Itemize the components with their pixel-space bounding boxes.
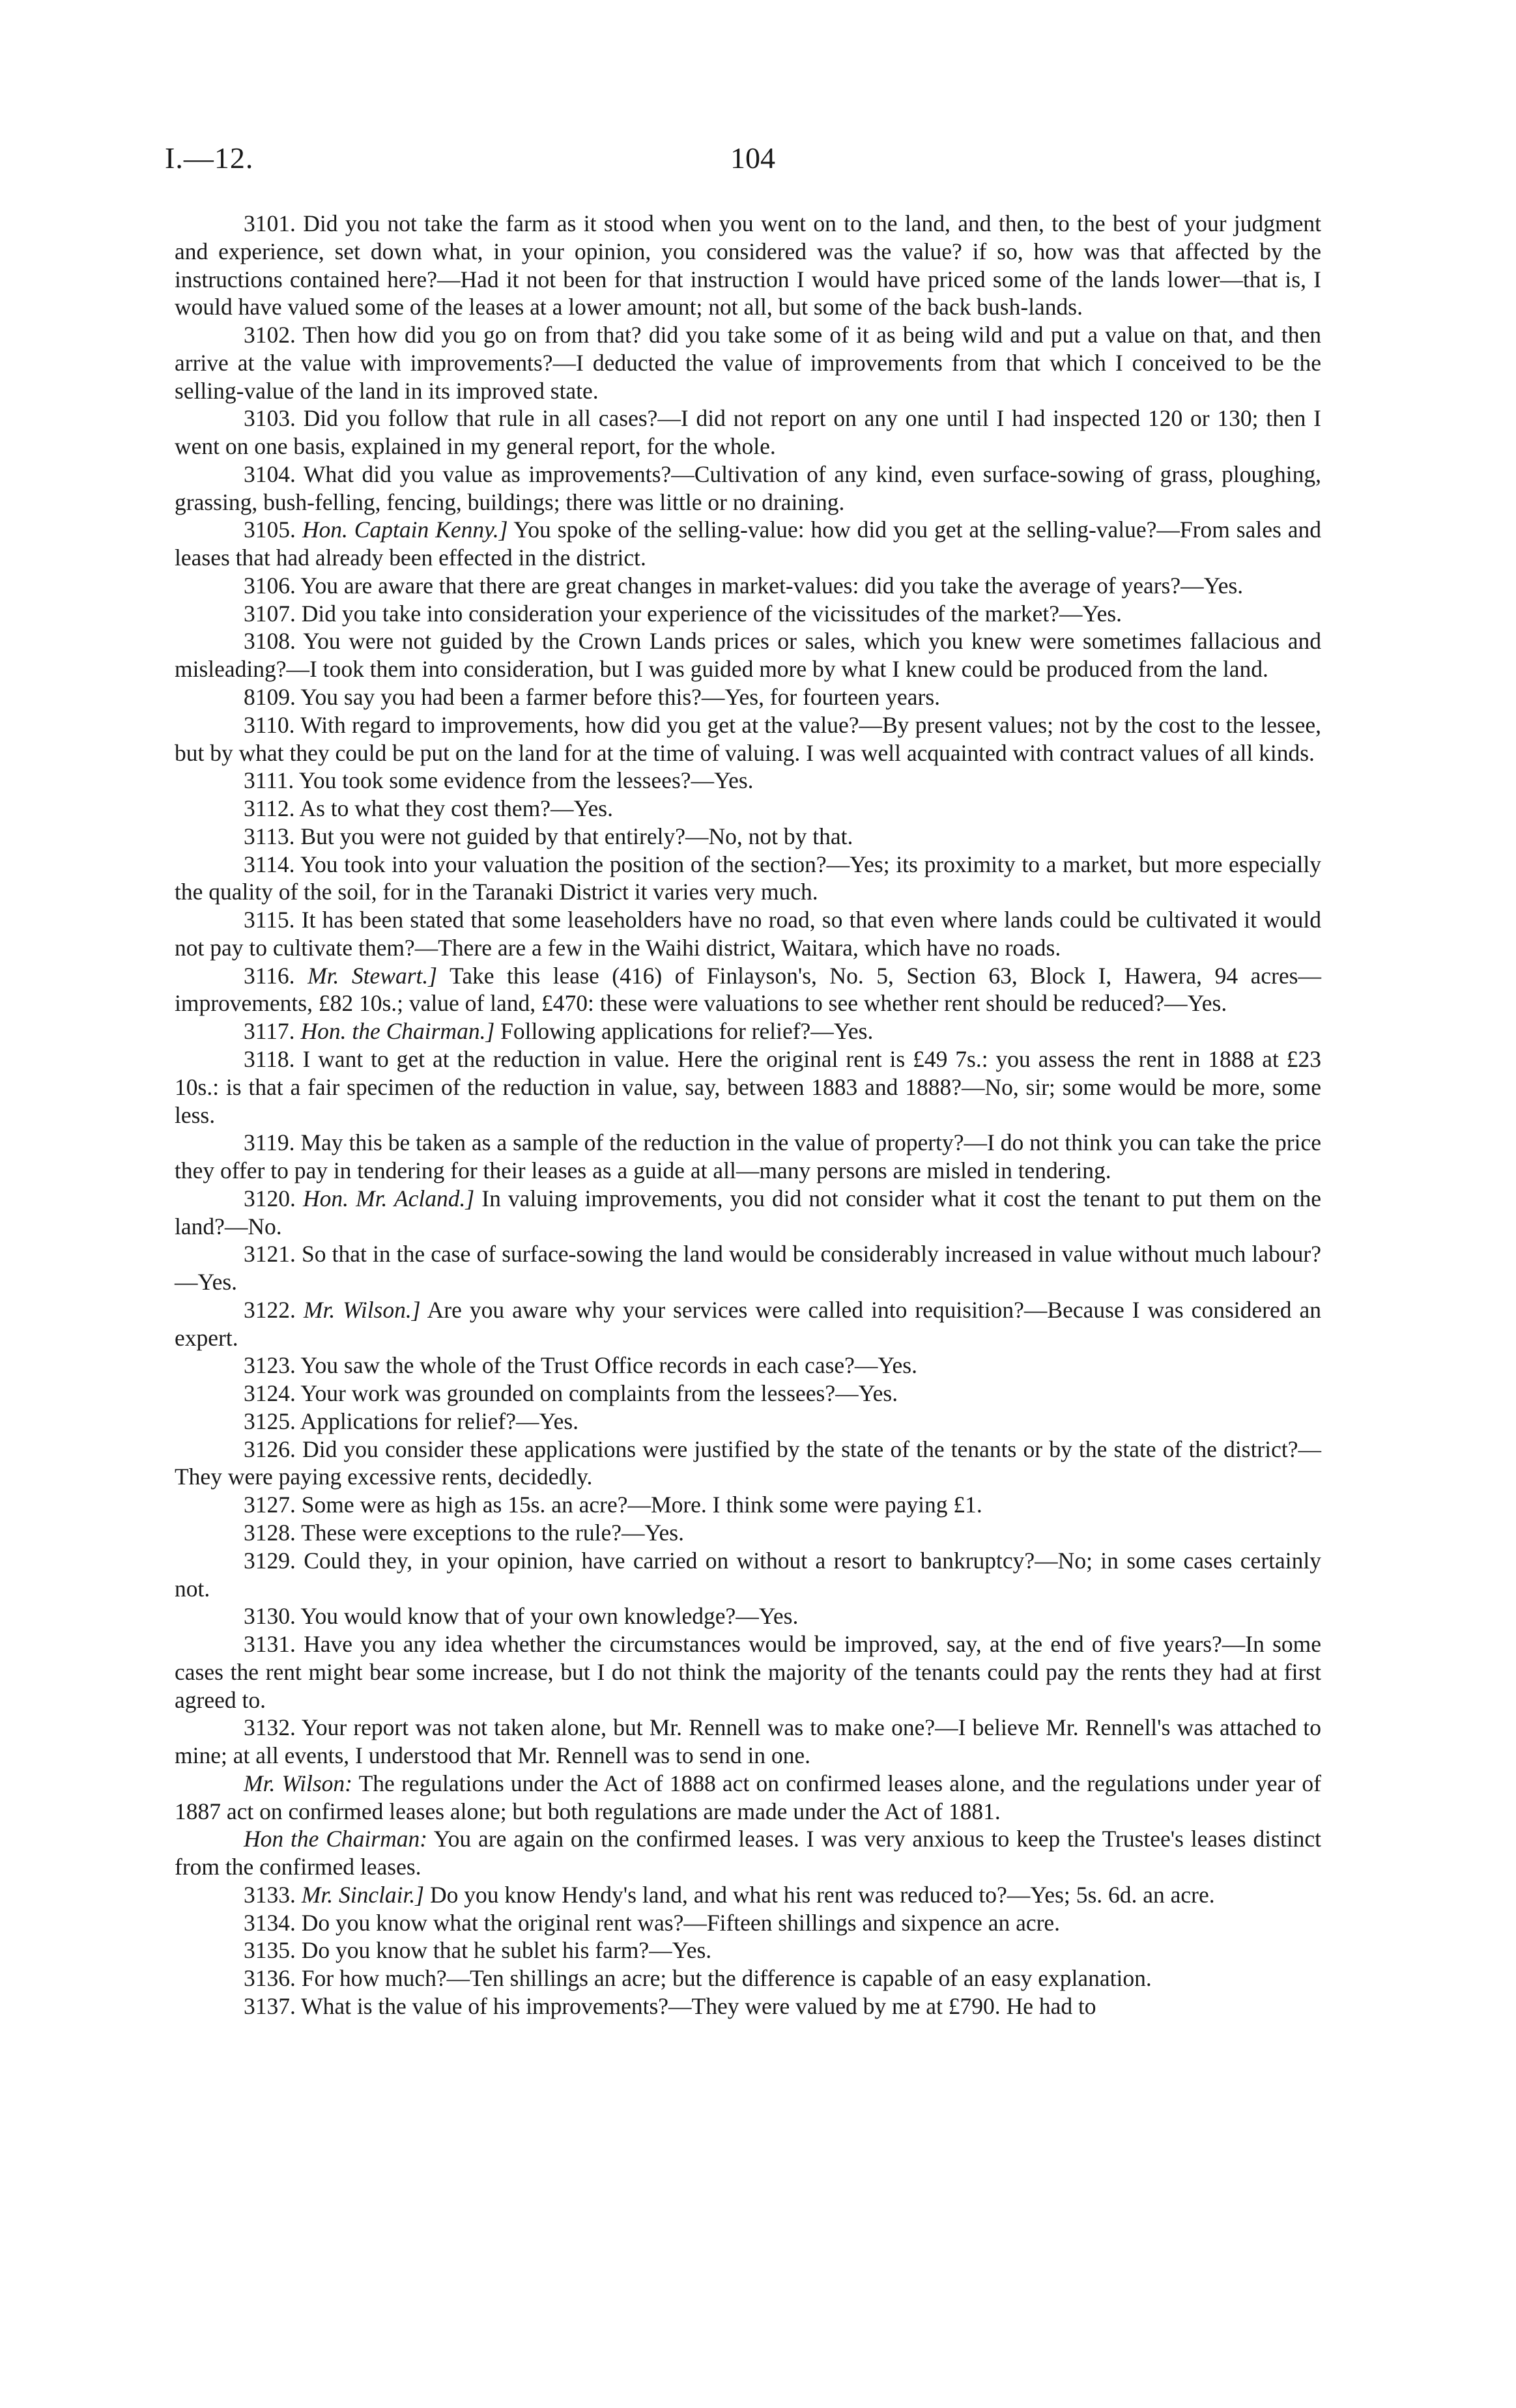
paragraph-text: 3128. These were exceptions to the rule?—Yes. [244,1519,684,1546]
paragraph-text: 3110. With regard to improvements, how did you get at the value?—By present values; not by the cost to the lessee, but by what they could be put on the land for at the time of valuing. I was well acquainted with contract values of all kinds. [175,711,1321,766]
paragraph-text: 3136. For how much?—Ten shillings an acre; but the difference is capable of an easy explanation. [244,1965,1152,1992]
question-paragraph [175,572,1321,600]
question-number: 3105. [244,517,296,543]
speaker-name: Mr. Sinclair.] [301,1881,425,1908]
paragraph-text: You are again on the confirmed leases. I was very anxious to keep the Trustee's leases distinct from the confirmed leases. [175,1826,1321,1880]
question-paragraph [175,321,1321,404]
question-number: 3117. [244,1018,295,1045]
page-header [165,141,1321,186]
paragraph-text: 3134. Do you know what the original rent was?—Fifteen shillings and sixpence an acre. [244,1909,1061,1936]
question-paragraph [175,1519,1321,1547]
question-paragraph [175,711,1321,767]
page-number: 104 [730,141,775,175]
paragraph-text: 3135. Do you know that he sublet his farm?—Yes. [244,1937,712,1964]
question-paragraph [175,1185,1321,1241]
question-number: 3122. [244,1296,296,1323]
question-paragraph [175,1045,1321,1129]
question-paragraph [175,210,1321,321]
speaker-name: Hon. the Chairman.] [300,1018,495,1045]
question-paragraph [175,1770,1321,1826]
paragraph-text: You spoke of the selling-value: how did you get at the selling-value?—From sales and leases that had already been effected in the district. [175,517,1322,571]
paragraph-text: 3108. You were not guided by the Crown Lands prices or sales, which you knew were sometimes fallacious and misleading?—I took them into consideration, but I was guided more by what I knew could be produced from the land. [175,628,1321,683]
paragraph-text: 3106. You are aware that there are great changes in market-values: did you take the average of years?—Yes. [244,572,1244,599]
question-paragraph [175,1992,1321,2020]
question-paragraph [175,1909,1321,1937]
paragraph-text: 3121. So that in the case of surface-sowing the land would be considerably increased in value without much labour?—Yes. [175,1241,1321,1296]
question-paragraph [175,1436,1321,1492]
question-paragraph [175,1825,1321,1881]
evidence-body [175,210,1321,2020]
paragraph-text: 3104. What did you value as improvements?—Cultivation of any kind, even surface-sowing of grass, ploughing, grassing, bush-felling, fencing, buildings; there was little or no draining. [175,460,1321,515]
question-paragraph [175,1630,1321,1714]
paragraph-text: 3124. Your work was grounded on complaints from the lessees?—Yes. [244,1380,898,1407]
question-paragraph [175,906,1321,962]
paragraph-text: 3102. Then how did you go on from that? did you take some of it as being wild and put a value on that, and then arrive at the value with improvements?—I deducted the value of improvements from that which I conceived to be the selling-value of the land in its improved state. [175,322,1321,404]
question-paragraph [175,600,1321,628]
question-paragraph [175,1296,1321,1352]
paragraph-text: 3107. Did you take into consideration your experience of the vicissitudes of the market?—Yes. [244,600,1123,627]
question-paragraph [175,1491,1321,1519]
paragraph-text: 3126. Did you consider these applications were justified by the state of the tenants or by the state of the district?—They were paying excessive rents, decidedly. [175,1436,1321,1490]
paragraph-text: 3112. As to what they cost them?—Yes. [244,795,613,822]
paragraph-text: In valuing improvements, you did not consider what it cost the tenant to put them on the land?—No. [175,1185,1322,1239]
speaker-name: Mr. Wilson.] [303,1296,421,1323]
question-paragraph [175,404,1321,460]
paragraph-text: 3137. What is the value of his improvements?—They were valued by me at £790. He had to [244,1993,1096,2019]
question-paragraph [175,962,1321,1018]
question-paragraph [175,1129,1321,1185]
paragraph-text: 3123. You saw the whole of the Trust Office records in each case?—Yes. [244,1352,917,1379]
paragraph-text: The regulations under the Act of 1888 act on confirmed leases alone, and the regulations under year of 1887 act on confirmed leases alone; but both regulations are made under the Act of 1881. [175,1770,1321,1824]
question-paragraph [175,823,1321,851]
paragraph-text: 3132. Your report was not taken alone, but Mr. Rennell was to make one?—I believe Mr. Rennell's was attached to mine; at all events, I understood that Mr. Rennell was to send in one. [175,1714,1321,1769]
question-paragraph [175,767,1321,795]
paragraph-text: 3103. Did you follow that rule in all cases?—I did not report on any one until I had inspected 120 or 130; then I went on one basis, explained in my general report, for the whole. [175,405,1321,460]
paragraph-text: 3111. You took some evidence from the lessees?—Yes. [244,767,754,794]
question-paragraph [175,1352,1321,1380]
paragraph-text: 3119. May this be taken as a sample of the reduction in the value of property?—I do not think you can take the price they offer to pay in tendering for their leases as a guide at all—many persons are misled in tendering. [175,1129,1321,1184]
paragraph-text: 8109. You say you had been a farmer before this?—Yes, for fourteen years. [244,684,941,711]
paragraph-text: 3101. Did you not take the farm as it stood when you went on to the land, and then, to the best of your judgment and experience, set down what, in your opinion, you considered was the value? if so, how was that affected by the instructions contained here?—Had it not been for that instruction I would have priced some of the lands lower—that is, I would have valued some of the leases at a lower amount; not all, but some of the back bush-lands. [175,210,1321,320]
question-number: 3133. [244,1881,296,1908]
question-paragraph [175,1408,1321,1436]
paragraph-text: 3131. Have you any idea whether the circumstances would be improved, say, at the end of five years?—In some cases the rent might bear some increase, but I do not think the majority of the tenants could pay the rents they had at first agreed to. [175,1631,1321,1713]
question-paragraph [175,1017,1321,1045]
paragraph-text: Are you aware why your services were called into requisition?—Because I was considered an expert. [175,1296,1322,1351]
paragraph-text: 3113. But you were not guided by that entirely?—No, not by that. [244,823,853,849]
document-code: I.—12. [165,141,254,175]
question-paragraph [175,1936,1321,1964]
paragraph-text: Do you know Hendy's land, and what his rent was reduced to?—Yes; 5s. 6d. an acre. [430,1881,1215,1908]
question-paragraph [175,1714,1321,1770]
speaker-name: Mr. Wilson: [244,1770,352,1796]
paragraph-text: 3127. Some were as high as 15s. an acre?—More. I think some were paying £1. [244,1492,982,1518]
paragraph-text: Following applications for relief?—Yes. [500,1018,874,1045]
question-paragraph [175,627,1321,683]
question-paragraph [175,795,1321,823]
question-paragraph [175,1547,1321,1603]
paragraph-text: 3129. Could they, in your opinion, have carried on without a resort to bankruptcy?—No; in some cases certainly not. [175,1547,1321,1602]
paragraph-text: 3130. You would know that of your own knowledge?—Yes. [244,1603,799,1630]
speaker-name: Hon. Captain Kenny.] [302,517,508,543]
paragraph-text: Take this lease (416) of Finlayson's, No. 5, Section 63, Block I, Hawera, 94 acres—improvements, £82 10s.; value of land, £470: these were valuations to see whether rent should be reduced?—Yes. [175,962,1321,1017]
question-paragraph [175,1240,1321,1296]
speaker-name: Hon. Mr. Acland.] [302,1185,475,1211]
paragraph-text: 3125. Applications for relief?—Yes. [244,1408,579,1434]
question-paragraph [175,516,1321,572]
question-paragraph [175,1964,1321,1992]
speaker-name: Mr. Stewart.] [307,962,438,989]
question-paragraph [175,1881,1321,1909]
paragraph-text: 3114. You took into your valuation the position of the section?—Yes; its proximity to a market, but more especially the quality of the soil, for in the Taranaki District it varies very much. [175,851,1321,905]
paragraph-text: 3118. I want to get at the reduction in value. Here the original rent is £49 7s.: you assess the rent in 1888 at £23 10s.: is that a fair specimen of the reduction in value, say, between 1883 and 1888?—No, sir; some would be more, some less. [175,1045,1321,1128]
question-paragraph [175,1602,1321,1630]
question-number: 3116. [244,962,295,989]
question-number: 3120. [244,1185,296,1211]
question-paragraph [175,1380,1321,1408]
speaker-name: Hon the Chairman: [244,1826,428,1852]
question-paragraph [175,851,1321,907]
question-paragraph [175,460,1321,517]
question-paragraph [175,683,1321,711]
paragraph-text: 3115. It has been stated that some leaseholders have no road, so that even where lands could be cultivated it would not pay to cultivate them?—There are a few in the Waihi district, Waitara, which have no roads. [175,907,1321,961]
